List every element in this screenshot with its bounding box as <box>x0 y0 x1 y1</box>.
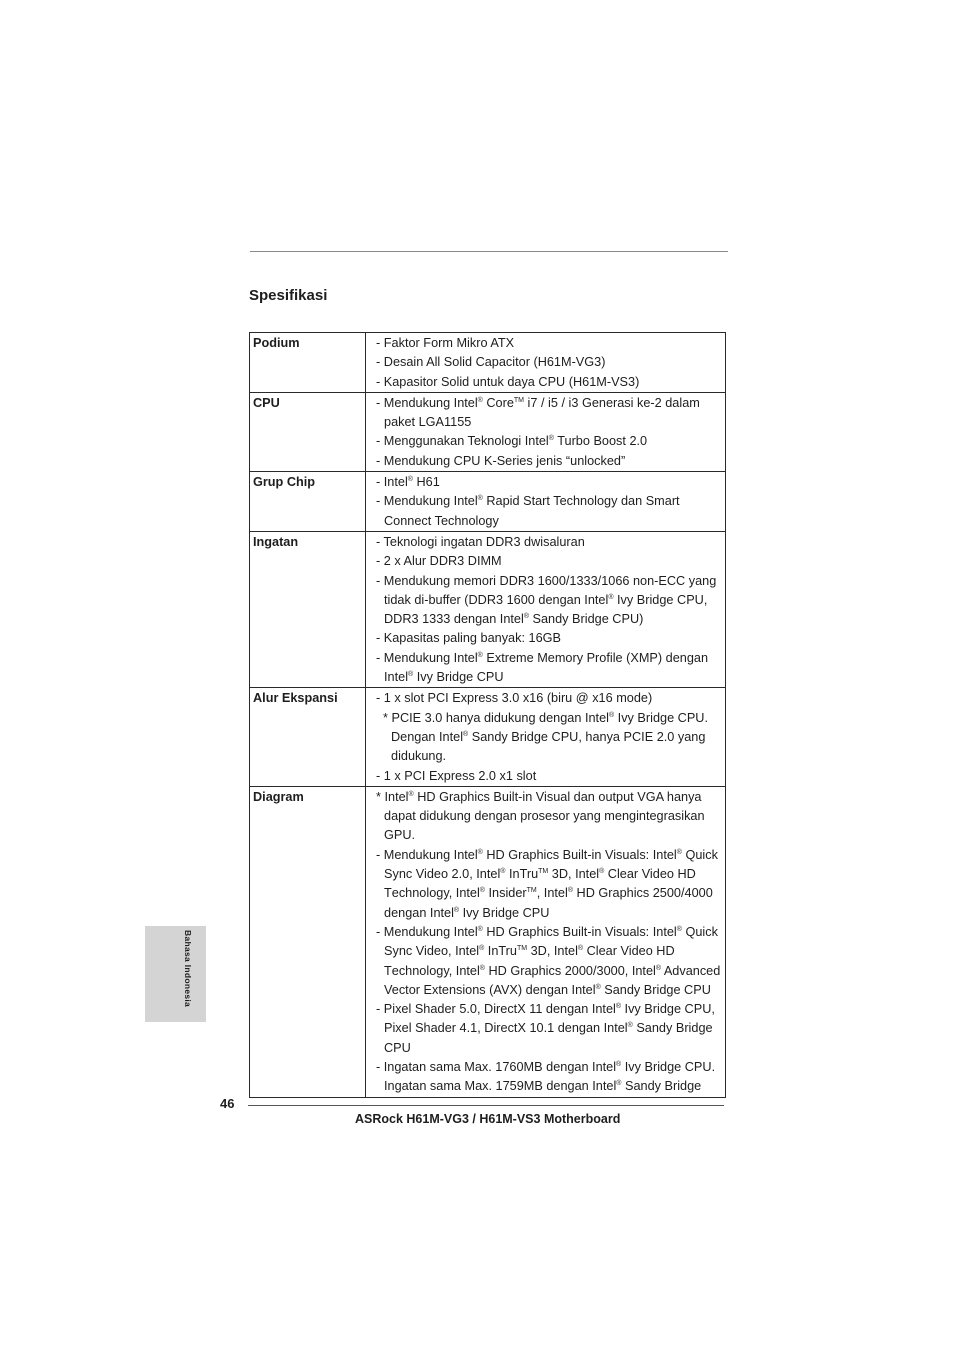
spec-row <box>250 688 726 786</box>
section-heading: Spesifikasi <box>249 287 328 304</box>
spec-value <box>366 688 726 786</box>
spec-row <box>250 333 726 393</box>
spec-line: - Mendukung Intel® HD Graphics Built-in Visuals: Intel® Quick Sync Video 2.0, Intel® InTru™ 3D, Intel® Clear Video HD Technology, Intel® Insider™, Intel® HD Graphics 2500/4000 dengan Intel® Ivy Bridge CPU <box>376 847 718 920</box>
spec-line: - Kapasitor Solid untuk daya CPU (H61M-VS3) <box>376 374 640 389</box>
spec-line: - Pixel Shader 5.0, DirectX 11 dengan Intel® Ivy Bridge CPU, Pixel Shader 4.1, DirectX 10.1 dengan Intel® Sandy Bridge CPU <box>376 1002 715 1055</box>
spec-line: - 2 x Alur DDR3 DIMM <box>376 554 502 569</box>
spec-label: Alur Ekspansi <box>250 688 366 786</box>
spec-label: Ingatan <box>250 531 366 687</box>
spec-label: CPU <box>250 392 366 471</box>
spec-line: - Menggunakan Teknologi Intel® Turbo Boost 2.0 <box>376 434 648 449</box>
language-tab <box>145 926 206 1022</box>
footer-product-name: ASRock H61M-VG3 / H61M-VS3 Motherboard <box>355 1112 621 1126</box>
spec-line: - Mendukung Intel® HD Graphics Built-in Visuals: Intel® Quick Sync Video, Intel® InTru™ 3D, Intel® Clear Video HD Technology, Intel® HD Graphics 2000/3000, Intel® Advanced Vector Extensions (AVX) dengan Intel® Sandy Bridge CPU <box>376 924 721 997</box>
spec-line: - Ingatan sama Max. 1760MB dengan Intel® Ivy Bridge CPU. Ingatan sama Max. 1759MB dengan Intel® Sandy Bridge <box>376 1059 716 1094</box>
spec-line: - Teknologi ingatan DDR3 dwisaluran <box>376 534 585 549</box>
spec-line: - 1 x slot PCI Express 3.0 x16 (biru @ x16 mode) <box>376 691 653 706</box>
spec-value <box>366 392 726 471</box>
spec-value <box>366 472 726 532</box>
spec-row <box>250 786 726 1097</box>
spec-row <box>250 472 726 532</box>
spec-value <box>366 531 726 687</box>
spec-line: - Kapasitas paling banyak: 16GB <box>376 631 561 646</box>
top-divider <box>250 251 728 252</box>
spec-line: - Faktor Form Mikro ATX <box>376 336 515 350</box>
spec-line: - Mendukung CPU K-Series jenis “unlocked” <box>376 453 626 468</box>
spec-label: Grup Chip <box>250 472 366 532</box>
spec-line: * PCIE 3.0 hanya didukung dengan Intel® Ivy Bridge CPU. Dengan Intel® Sandy Bridge CPU, hanya PCIE 2.0 yang didukung. <box>383 710 708 764</box>
spec-line: * Intel® HD Graphics Built-in Visual dan output VGA hanya dapat didukung dengan prosesor yang mengintegrasikan GPU. <box>376 789 705 843</box>
page-number: 46 <box>220 1096 235 1111</box>
spec-row <box>250 531 726 687</box>
footer-divider <box>248 1105 724 1106</box>
spec-line: - Mendukung Intel® Core™ i7 / i5 / i3 Generasi ke-2 dalam paket LGA1155 <box>376 395 700 430</box>
spec-value <box>366 786 726 1097</box>
spec-row <box>250 392 726 471</box>
spec-label: Podium <box>250 333 366 393</box>
spec-line: - Desain All Solid Capacitor (H61M-VG3) <box>376 355 606 370</box>
spec-line: - Mendukung memori DDR3 1600/1333/1066 non-ECC yang tidak di-buffer (DDR3 1600 dengan Intel® Ivy Bridge CPU, DDR3 1333 dengan Intel® Sandy Bridge CPU) <box>376 573 717 627</box>
spec-line: - Mendukung Intel® Extreme Memory Profile (XMP) dengan Intel® Ivy Bridge CPU <box>376 650 709 685</box>
spec-line: - Mendukung Intel® Rapid Start Technology dan Smart Connect Technology <box>376 494 680 528</box>
spec-table <box>249 332 726 1098</box>
spec-line: - Intel® H61 <box>376 475 440 490</box>
spec-label: Diagram <box>250 786 366 1097</box>
spec-value <box>366 333 726 393</box>
language-tab-label: Bahasa Indonesia <box>183 930 193 1008</box>
spec-line: - 1 x PCI Express 2.0 x1 slot <box>376 768 537 783</box>
